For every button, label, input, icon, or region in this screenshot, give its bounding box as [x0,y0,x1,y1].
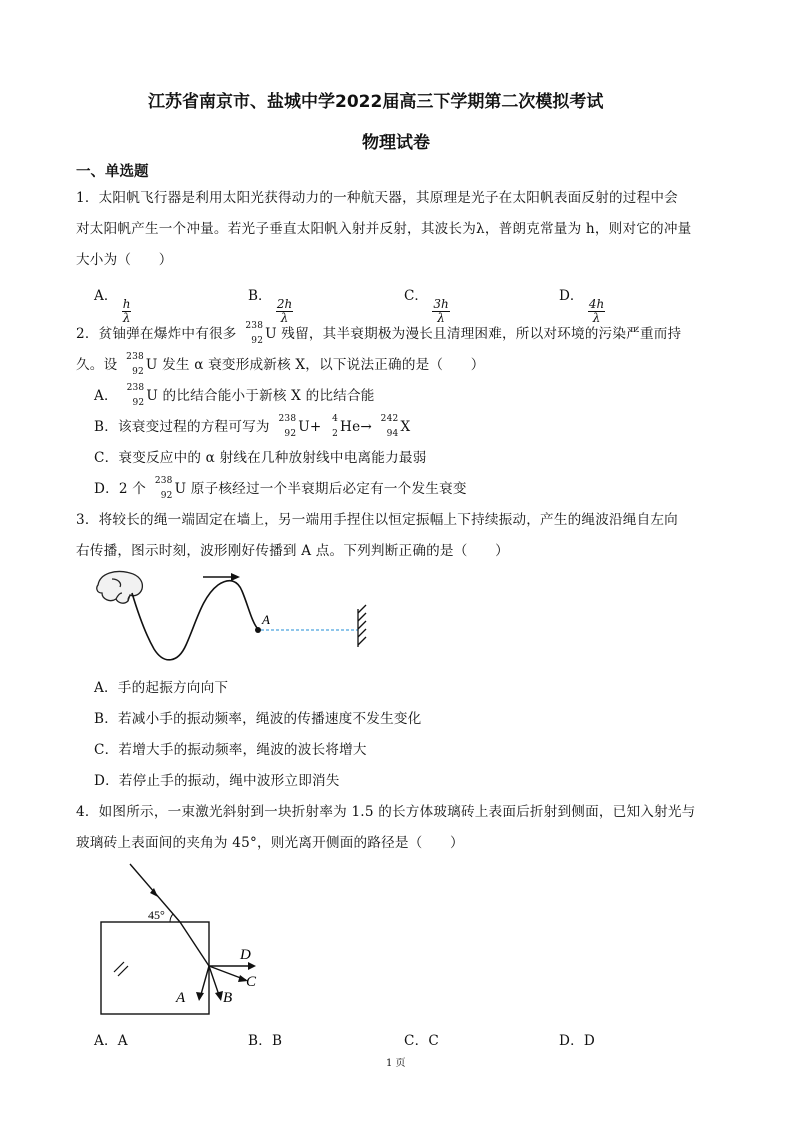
q3-option-a: A．手的起振方向向下 [94,680,229,696]
mass-number: 242 [380,414,399,424]
atomic-number: 2 [332,429,339,439]
text-segment: U 的比结合能小于新核 X 的比结合能 [146,388,375,404]
mass-number: 238 [154,476,173,486]
atomic-number: 92 [284,429,297,439]
atomic-number: 92 [251,336,264,346]
option-label: C． [404,288,428,304]
mass-number: 238 [245,321,264,331]
atomic-number: 92 [160,491,173,501]
mass-number: 4 [332,414,339,424]
text-segment: U+ [298,419,322,435]
glass-block-figure [96,862,276,1022]
rope-wave-figure [90,565,380,670]
q3-option-b: B．若减小手的振动频率，绳波的传播速度不发生变化 [94,711,422,727]
option-label: A． [94,288,118,304]
section-heading: 一、单选题 [76,164,149,180]
uranium-nuclide [123,383,145,408]
label-b: B [223,990,233,1006]
wave-curve [132,581,258,660]
x-nuclide [377,414,399,439]
q4-line1: 4．如图所示，一束激光斜射到一块折射率为 1.5 的长方体玻璃砖上表面后折射到侧面，已知入射光与 [76,804,696,820]
fraction [276,298,293,325]
q2-option-a [94,383,375,408]
label-d: D [240,947,251,963]
numerator: 3h [433,297,449,311]
fraction [122,298,132,325]
uranium-nuclide [123,352,145,377]
page-subtitle: 物理试卷 [362,133,430,153]
text-segment: He→ [340,419,372,435]
point-a-label: A [262,612,270,627]
text-segment: X [400,419,411,435]
atomic-number: 94 [386,429,399,439]
denominator: λ [280,311,289,325]
q1-option-a [94,284,131,325]
helium-nuclide [327,414,339,439]
text-segment: U 发生 α 衰变形成新核 X，以下说法正确的是（ ） [145,357,485,373]
fraction [588,298,605,325]
atomic-number: 92 [132,398,145,408]
denominator: λ [592,311,601,325]
text-segment: U 残留，其半衰期极为漫长且清理困难，所以对环境的污染严重而持 [265,326,682,342]
q1-line3: 大小为（ ） [76,252,173,268]
q4-option-d: D．D [559,1033,595,1049]
q3-option-c: C．若增大手的振动频率，绳波的波长将增大 [94,742,367,758]
wall-icon [358,605,366,647]
q4-option-a: A．A [94,1033,128,1049]
hand-icon [97,572,143,604]
atomic-number: 92 [132,367,144,377]
uranium-nuclide [152,476,174,501]
mass-number: 238 [126,383,145,393]
refracted-ray [180,922,209,966]
mass-number: 238 [278,414,297,424]
text-segment: 2．贫铀弹在爆炸中有很多 [76,326,237,342]
q4-line2: 玻璃砖上表面间的夹角为 45°，则光离开侧面的路径是（ ） [76,835,464,851]
q1-option-c [404,284,450,325]
glass-hatch-icon [114,962,128,976]
q2-option-c: C．衰变反应中的 α 射线在几种放射线中电离能力最弱 [94,450,427,466]
option-label: D．2 个 [94,481,147,497]
q2-option-b [94,414,411,439]
q2-line2 [76,352,485,377]
numerator: 2h [276,297,293,311]
angle-arc [170,914,173,922]
page-number: 1 页 [386,1058,406,1069]
option-label: D． [559,288,584,304]
exit-ray-a [196,966,209,1001]
denominator: λ [437,311,445,325]
point-a [255,627,261,633]
mass-number: 238 [126,352,144,362]
label-a: A [176,990,186,1006]
numerator: 4h [588,297,605,311]
uranium-nuclide [242,321,264,346]
numerator: h [122,297,131,311]
q1-line2: 对太阳帆产生一个冲量。若光子垂直太阳帆入射并反射，其波长为λ，普朗克常量为 h，则对它的冲量 [76,221,692,237]
label-c: C [246,974,257,990]
option-label: B．该衰变过程的方程可写为 [94,419,270,435]
q3-line2: 右传播，图示时刻，波形刚好传播到 A 点。下列判断正确的是（ ） [76,543,509,559]
option-label: B． [248,288,272,304]
text-segment: 久。设 [76,357,118,373]
q2-line1 [76,321,682,346]
q1-line1: 1．太阳帆飞行器是利用太阳光获得动力的一种航天器，其原理是光子在太阳帆表面反射的过程中会 [76,190,678,206]
q1-option-d [559,284,605,325]
q4-option-c: C．C [404,1033,439,1049]
page-title: 江苏省南京市、盐城中学2022届高三下学期第二次模拟考试 [148,92,604,112]
exit-ray-c [209,966,248,982]
q3-line1: 3．将较长的绳一端固定在墙上，另一端用手捏住以恒定振幅上下持续振动，产生的绳波沿绳自左向 [76,512,678,528]
option-label: A． [94,388,118,404]
fraction [432,298,449,325]
q3-option-d: D．若停止手的振动，绳中波形立即消失 [94,773,340,789]
uranium-nuclide [275,414,297,439]
q1-option-b [248,284,293,325]
q2-option-d [94,476,467,501]
q4-option-b: B．B [248,1033,283,1049]
text-segment: U 原子核经过一个半衰期后必定有一个发生衰变 [174,481,467,497]
propagation-arrow [203,573,240,581]
angle-label: 45° [148,908,165,922]
denominator: λ [122,311,131,325]
